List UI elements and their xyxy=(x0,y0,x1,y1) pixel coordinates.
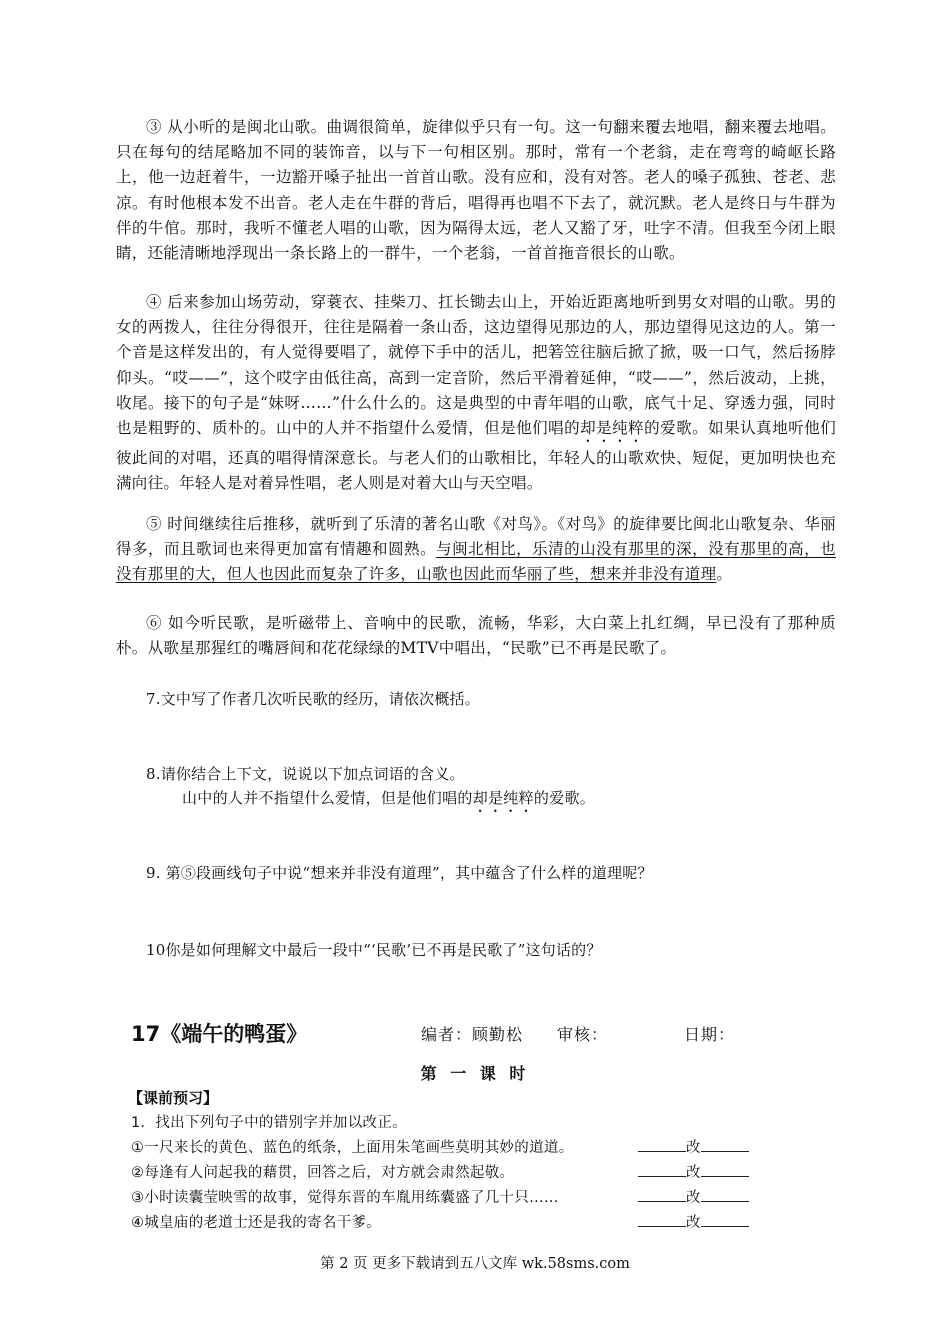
paragraph-5 xyxy=(116,512,836,588)
exercise-item-1: ①一尺来长的黄色、蓝色的纸条，上面用朱笔画些莫明其妙的道道。 xyxy=(131,1140,574,1156)
paragraph-3: ③ 从小听的是闽北山歌。曲调很简单，旋律似乎只有一句。这一句翻来覆去地唱，翻来覆去地唱。只在每句的结尾略加不同的装饰音，以与下一句相区别。那时，常有一个老翁，走在弯弯的崎岖长路上，他一边赶着牛，一边豁开嗓子扯出一首首山歌。没有应和，没有对答。老人的嗓子孤独、苍老、悲凉。有时他根本发不出音。老人走在牛群的背后，唱得再也唱不下去了，就沉默。老人是终日与牛群为伴的牛倌。那时，我听不懂老人唱的山歌，因为隔得太远，老人又豁了牙，吐字不清。但我至今闭上眼睛，还能清晰地浮现出一条长路上的一群牛，一个老翁，一首首拖音很长的山歌。 xyxy=(116,118,836,263)
wrong-char-blank[interactable] xyxy=(638,1162,686,1177)
paragraph-4-text-b: 的爱歌。如果认真地听他们彼此间的对唱，还真的唱得情深意长。与老人们的山歌相比，年轻人的山歌欢快、短促，更加明快也充满向往。年轻人是对着异性唱，老人则是对着大山与天空唱。 xyxy=(116,419,837,493)
exercise-item-2: ②每逢有人问起我的藉贯，回答之后，对方就会肃然起敬。 xyxy=(131,1165,515,1181)
paragraph-4-text-a: ④ 后来参加山场劳动，穿蓑衣、挂柴刀、扛长锄去山上，开始近距离地听到男女对唱的山歌。男的女的两拨人，往往分得很开，往往是隔着一条山岙，这边望得见那边的人，那边望得见这边的人。第一个音是这样发出的，有人觉得要唱了，就停下手中的活儿，把箬笠往脑后掀了掀，吸一口气，然后扬脖仰头。“哎——”，这个哎字由低往高，高到一定音阶，然后平滑着延伸，“哎——”，然后波动，上挑，收尾。接下的句子是“妹呀……”什么什么的。这是典型的中青年唱的山歌，底气十足、穿透力强，同时也是粗野的、质朴的。山中的人并不指望什么爱情，但是他们唱的 xyxy=(116,293,836,438)
fix-label: 改 xyxy=(686,1165,701,1181)
wrong-char-blank[interactable] xyxy=(638,1212,686,1227)
exercise-item-3: ③小时读囊莹映雪的故事，觉得东晋的车胤用练囊盛了几十只…… xyxy=(131,1190,559,1206)
question-8-dotted-words: 却是纯粹 xyxy=(472,789,534,807)
question-10: 10你是如何理解文中最后一段中“‘民歌’已不再是民歌了”这句话的？ xyxy=(146,941,602,959)
question-8-sentence xyxy=(182,787,595,816)
page-footer: 第 2 页 更多下载请到五八文库 wk.58sms.com xyxy=(320,1256,630,1272)
paragraph-5-text-a: ⑤ 时间继续往后推移，就听到了乐清的著名山歌《对鸟》。《对鸟》的旋律要比闽北山歌复杂、华丽得多，而且歌词也来得更加富有情趣和圆熟。 xyxy=(116,515,836,559)
question-9: 9. 第⑤段画线句子中说“想来并非没有道理”，其中蕴含了什么样的道理呢？ xyxy=(146,864,653,882)
correction-blank-4[interactable] xyxy=(638,1211,749,1232)
paragraph-5-underlined-sentence: 与闽北相比，乐清的山没有那里的深，没有那里的高，也没有那里的大，但人也因此而复杂了许多，山歌也因此而华丽了些，想来并非没有道理 xyxy=(116,540,836,584)
task-1-instruction: 1．找出下列句子中的错别字并加以改正。 xyxy=(131,1115,407,1131)
paragraph-4-dotted-words: 却是纯粹 xyxy=(580,419,645,438)
paragraph-5-text-b: 。 xyxy=(716,565,733,584)
correct-char-blank[interactable] xyxy=(701,1137,749,1152)
correction-blank-3[interactable] xyxy=(638,1186,749,1207)
preview-heading: 【课前预习】 xyxy=(128,1089,219,1107)
correct-char-blank[interactable] xyxy=(701,1187,749,1202)
date-label: 日期： xyxy=(684,1025,736,1044)
reviewer-label: 审核： xyxy=(557,1025,609,1044)
question-8-text-b: 的爱歌。 xyxy=(533,789,596,807)
fix-label: 改 xyxy=(686,1215,701,1231)
fix-label: 改 xyxy=(686,1140,701,1156)
exercise-item-4: ④城皇庙的老道士还是我的寄名干爹。 xyxy=(131,1215,382,1231)
correct-char-blank[interactable] xyxy=(701,1162,749,1177)
question-8: 8.请你结合上下文，说说以下加点词语的含义。 xyxy=(146,765,465,783)
section-heading: 第 一 课 时 xyxy=(420,1064,530,1083)
correction-blank-1[interactable] xyxy=(638,1136,749,1157)
editor-label: 编者：顾勤松 xyxy=(421,1025,524,1044)
correct-char-blank[interactable] xyxy=(701,1212,749,1227)
wrong-char-blank[interactable] xyxy=(638,1187,686,1202)
correction-blank-2[interactable] xyxy=(638,1161,749,1182)
paragraph-4 xyxy=(116,290,836,496)
wrong-char-blank[interactable] xyxy=(638,1137,686,1152)
fix-label: 改 xyxy=(686,1190,701,1206)
question-8-text-a: 山中的人并不指望什么爱情，但是他们唱的 xyxy=(182,789,473,807)
paragraph-6: ⑥ 如今听民歌，是听磁带上、音响中的民歌，流畅，华彩，大白菜上扎红绸，早已没有了那种质朴。从歌星那猩红的嘴唇间和花花绿绿的MTV中唱出，“民歌”已不再是民歌了。 xyxy=(116,614,836,658)
question-7: 7.文中写了作者几次听民歌的经历，请依次概括。 xyxy=(146,690,480,708)
lesson-title: 17《端午的鸭蛋》 xyxy=(131,1022,308,1046)
